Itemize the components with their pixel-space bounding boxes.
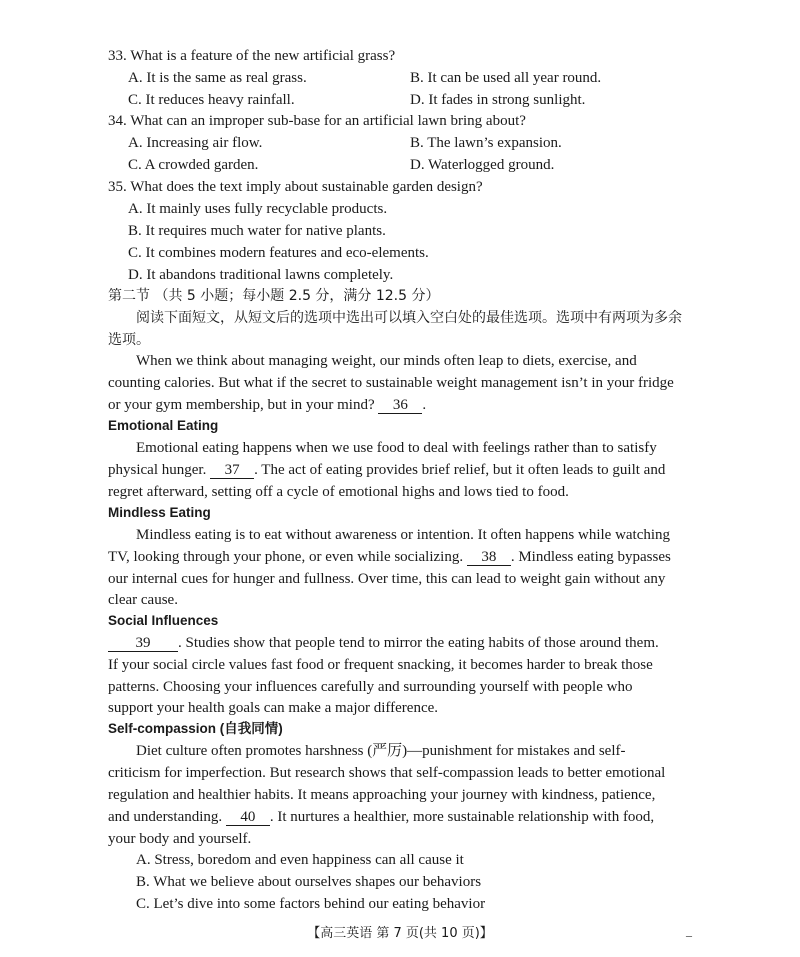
social-line-1 [108,633,659,653]
blank-36[interactable]: 36 [378,397,422,414]
option-c: C. Let’s dive into some factors behind our eating behavior [136,896,486,912]
intro-line-1: When we think about managing weight, our minds often leap to diets, exercise, and [136,353,637,369]
section-instruction-line-2: 选项。 [108,332,150,348]
social-line-1-text: . Studies show that people tend to mirror the eating habits of those around them. [178,635,659,651]
mindless-line-1: Mindless eating is to eat without awareness or intention. It often happens while watching [136,527,671,543]
compassion-line-4-start: and understanding. [108,809,223,825]
question-34-stem: 34. What can an improper sub-base for an artificial lawn bring about? [108,113,526,129]
social-line-2: If your social circle values fast food or frequent snacking, it becomes harder to break those [108,657,653,673]
blank-40[interactable]: 40 [226,809,270,826]
emotional-line-1: Emotional eating happens when we use food to deal with feelings rather than to satisfy [136,440,657,456]
compassion-line-2: criticism for imperfection. But research shows that self-compassion leads to better emotional [108,765,666,781]
compassion-line-3: regulation and healthier habits. It means approaching your journey with kindness, patience, [108,787,656,803]
mindless-line-4: clear cause. [108,592,178,608]
mindless-line-2-start: TV, looking through your phone, or even while socializing. [108,549,464,565]
question-34-option-a: A. Increasing air flow. [128,135,263,151]
emotional-line-2 [108,460,665,480]
compassion-line-4 [108,807,654,827]
heading-social-influences: Social Influences [108,613,219,628]
heading-emotional-eating: Emotional Eating [108,418,219,433]
question-35-stem: 35. What does the text imply about sustainable garden design? [108,179,483,195]
compassion-line-5: your body and yourself. [108,831,252,847]
question-34-option-c: C. A crowded garden. [128,157,259,173]
section-instruction-line-1: 阅读下面短文，从短文后的选项中选出可以填入空白处的最佳选项。选项中有两项为多余 [136,310,682,326]
social-line-3: patterns. Choosing your influences carefully and surrounding yourself with people who [108,679,633,695]
option-b: B. What we believe about ourselves shapes our behaviors [136,874,482,890]
emotional-line-2-start: physical hunger. [108,462,207,478]
heading-self-compassion: Self-compassion (自我同情) [108,721,283,736]
question-35-option-d: D. It abandons traditional lawns completely. [128,267,394,283]
corner-mark: – [686,928,692,942]
mindless-line-2-end: . Mindless eating bypasses [510,549,671,565]
blank-37[interactable]: 37 [210,462,254,479]
blank-39[interactable]: 39 [108,635,178,652]
question-34-option-b: B. The lawn’s expansion. [410,135,562,151]
heading-mindless-eating: Mindless Eating [108,505,211,520]
question-33-option-b: B. It can be used all year round. [410,70,602,86]
question-33-stem: 33. What is a feature of the new artificial grass? [108,48,396,64]
intro-line-3-text: or your gym membership, but in your mind? [108,397,375,413]
compassion-line-4-end: . It nurtures a healthier, more sustainable relationship with food, [269,809,655,825]
emotional-line-2-end: . The act of eating provides brief relief, but it often leads to guilt and [254,462,666,478]
social-line-4: support your health goals can make a major difference. [108,700,439,716]
option-a: A. Stress, boredom and even happiness can all cause it [136,852,464,868]
compassion-line-1: Diet culture often promotes harshness (严厉)—punishment for mistakes and self- [136,743,626,759]
question-35-option-b: B. It requires much water for native plants. [128,223,386,239]
question-33-option-c: C. It reduces heavy rainfall. [128,92,295,108]
section-title: 第二节 （共 5 小题；每小题 2.5 分，满分 12.5 分） [108,288,440,304]
question-35-option-c: C. It combines modern features and eco-elements. [128,245,429,261]
blank-38[interactable]: 38 [467,549,511,566]
question-34-option-d: D. Waterlogged ground. [410,157,555,173]
question-33-option-a: A. It is the same as real grass. [128,70,307,86]
intro-line-2: counting calories. But what if the secret to sustainable weight management isn’t in your fridge [108,375,674,391]
mindless-line-3: our internal cues for hunger and fullness. Over time, this can lead to weight gain without any [108,571,666,587]
mindless-line-2 [108,547,671,567]
page-footer: 【高三英语 第 7 页(共 10 页)】 [307,926,493,941]
intro-line-3: or your gym membership, but in your mind? 36 . [108,397,427,413]
question-33-option-d: D. It fades in strong sunlight. [410,92,586,108]
question-35-option-a: A. It mainly uses fully recyclable products. [128,201,388,217]
emotional-line-3: regret afterward, setting off a cycle of emotional highs and lows tied to food. [108,484,569,500]
